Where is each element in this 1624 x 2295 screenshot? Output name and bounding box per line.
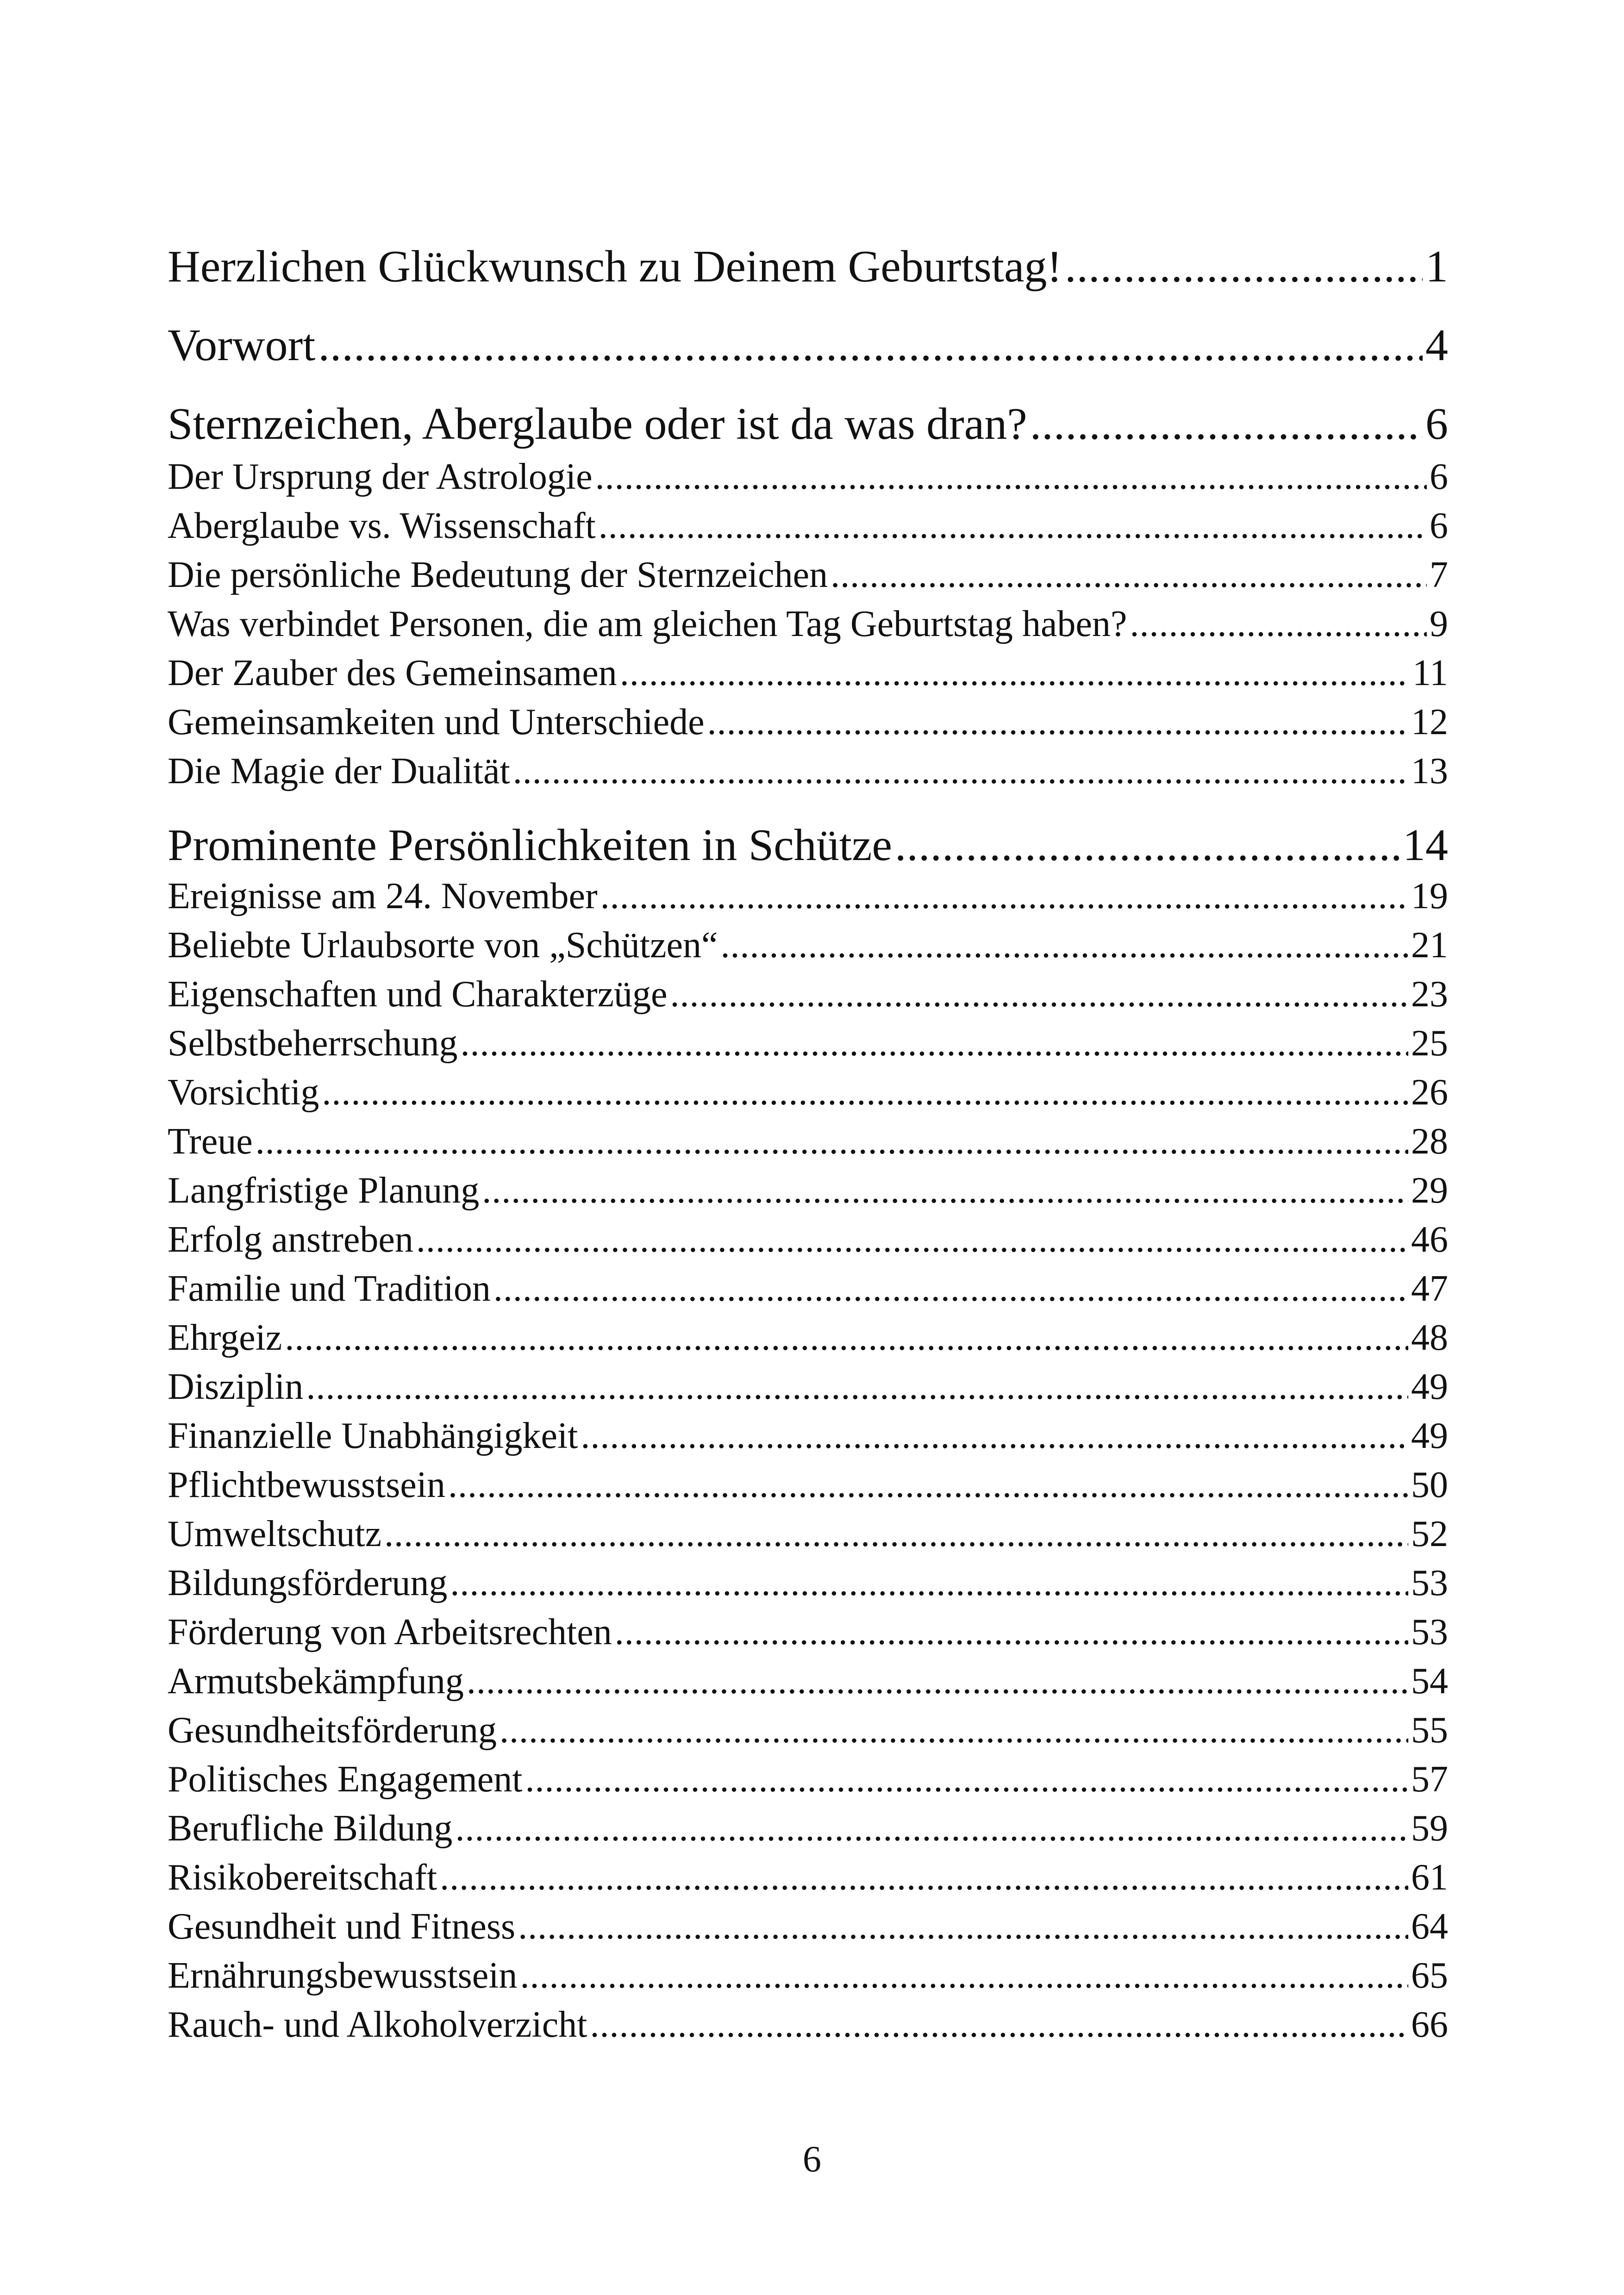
toc-entry-page: 6 <box>1425 399 1448 449</box>
toc-leader-dots <box>1065 241 1423 293</box>
toc-entry-title: Der Zauber des Gemeinsamen <box>168 653 617 693</box>
toc-entry-page: 1 <box>1425 242 1448 292</box>
toc-leader-dots <box>461 1023 1408 1065</box>
toc-entry-page: 61 <box>1411 1857 1448 1898</box>
toc-entry-page: 46 <box>1411 1219 1448 1260</box>
toc-entry[interactable] <box>168 554 1448 596</box>
toc-entry[interactable] <box>168 924 1448 967</box>
toc-entry-page: 57 <box>1411 1759 1448 1800</box>
toc-entry-page: 49 <box>1411 1366 1448 1407</box>
toc-entry[interactable] <box>168 319 1448 371</box>
toc-entry-title: Finanzielle Unabhängigkeit <box>168 1416 578 1456</box>
toc-entry-page: 6 <box>1430 456 1448 497</box>
toc-entry-title: Bildungsförderung <box>168 1563 448 1603</box>
toc-entry-page: 13 <box>1411 751 1448 792</box>
toc-entry-page: 26 <box>1411 1072 1448 1113</box>
toc-leader-dots <box>520 1955 1408 1997</box>
toc-entry-page: 23 <box>1411 974 1448 1015</box>
toc-entry-title: Armutsbekämpfung <box>168 1661 464 1702</box>
toc-entry-title: Sternzeichen, Aberglaube oder ist da was dran? <box>168 399 1027 449</box>
toc-entry-title: Eigenschaften und Charakterzüge <box>168 974 668 1015</box>
toc-entry-title: Ereignisse am 24. November <box>168 876 598 917</box>
toc-leader-dots <box>256 1121 1408 1163</box>
toc-entry-title: Disziplin <box>168 1366 304 1407</box>
page-number: 6 <box>803 2139 821 2180</box>
toc-entry-title: Vorsichtig <box>168 1072 319 1113</box>
toc-entry-title: Die Magie der Dualität <box>168 751 510 792</box>
toc-entry-title: Risikobereitschaft <box>168 1857 437 1898</box>
toc-entry-page: 52 <box>1411 1514 1448 1554</box>
toc-entry-page: 49 <box>1411 1416 1448 1456</box>
toc-leader-dots <box>1030 398 1423 450</box>
toc-entry[interactable] <box>168 652 1448 694</box>
toc-entry-title: Herzlichen Glückwunsch zu Deinem Geburtstag! <box>168 242 1062 292</box>
toc-entry-title: Erfolg anstreben <box>168 1219 413 1260</box>
toc-leader-dots <box>482 1170 1408 1212</box>
toc-entry[interactable] <box>168 1121 1448 1163</box>
toc-entry-page: 11 <box>1412 653 1448 693</box>
toc-entry-page: 53 <box>1411 1612 1448 1653</box>
toc-entry[interactable] <box>168 1562 1448 1604</box>
toc-entry[interactable] <box>168 1857 1448 1899</box>
toc-entry[interactable] <box>168 750 1448 792</box>
toc-entry[interactable] <box>168 603 1448 645</box>
toc-entry-page: 55 <box>1411 1710 1448 1751</box>
toc-entry-page: 50 <box>1411 1465 1448 1505</box>
toc-entry-page: 7 <box>1430 555 1448 595</box>
toc-leader-dots <box>467 1660 1408 1703</box>
toc-entry-page: 53 <box>1411 1563 1448 1603</box>
toc-entry[interactable] <box>168 1611 1448 1653</box>
toc-entry-title: Rauch- und Alkoholverzicht <box>168 2004 587 2045</box>
toc-entry[interactable] <box>168 1709 1448 1752</box>
toc-leader-dots <box>322 1072 1408 1114</box>
toc-leader-dots <box>285 1317 1408 1359</box>
toc-entry-page: 25 <box>1411 1023 1448 1064</box>
toc-entry-page: 54 <box>1411 1661 1448 1702</box>
toc-entry-page: 47 <box>1411 1268 1448 1309</box>
toc-entry-page: 28 <box>1411 1121 1448 1162</box>
toc-entry-page: 29 <box>1411 1170 1448 1211</box>
toc-entry-title: Was verbindet Personen, die am gleichen Tag Geburtstag haben? <box>168 604 1127 644</box>
toc-entry[interactable] <box>168 1955 1448 1997</box>
toc-leader-dots <box>895 819 1400 871</box>
toc-entry-page: 64 <box>1411 1906 1448 1947</box>
toc-entry[interactable] <box>168 1808 1448 1850</box>
toc-leader-dots <box>306 1366 1408 1408</box>
toc-entry[interactable] <box>168 1513 1448 1555</box>
toc-entry-title: Gesundheitsförderung <box>168 1710 497 1751</box>
toc-leader-dots <box>513 750 1408 792</box>
toc-entry-title: Vorwort <box>168 320 316 370</box>
toc-entry-title: Berufliche Bildung <box>168 1808 453 1849</box>
toc-entry-title: Ernährungsbewusstsein <box>168 1955 518 1996</box>
toc-entry-title: Prominente Persönlichkeiten in Schütze <box>168 820 892 870</box>
toc-entry-page: 65 <box>1411 1955 1448 1996</box>
toc-entry[interactable] <box>168 1660 1448 1703</box>
toc-leader-dots <box>1130 603 1427 645</box>
toc-entry[interactable] <box>168 1219 1448 1261</box>
toc-entry-title: Selbstbeherrschung <box>168 1023 458 1064</box>
toc-entry-title: Der Ursprung der Astrologie <box>168 456 593 497</box>
toc-entry-title: Treue <box>168 1121 253 1162</box>
toc-entry[interactable] <box>168 1268 1448 1310</box>
toc-leader-dots <box>448 1464 1408 1506</box>
toc-leader-dots <box>455 1808 1408 1850</box>
toc-entry-title: Ehrgeiz <box>168 1317 282 1358</box>
toc-leader-dots <box>500 1709 1408 1752</box>
toc-leader-dots <box>620 652 1410 694</box>
toc-entry-page: 12 <box>1411 702 1448 742</box>
toc-entry[interactable] <box>168 1170 1448 1212</box>
toc-entry-page: 9 <box>1430 604 1448 644</box>
toc-entry-title: Familie und Tradition <box>168 1268 491 1309</box>
toc-leader-dots <box>670 973 1408 1016</box>
toc-entry-page: 14 <box>1403 820 1448 870</box>
toc-leader-dots <box>525 1759 1408 1801</box>
toc-leader-dots <box>595 456 1427 498</box>
toc-entry-page: 4 <box>1425 320 1448 370</box>
toc-entry-page: 21 <box>1411 925 1448 966</box>
toc-entry[interactable] <box>168 701 1448 743</box>
toc-entry[interactable] <box>168 1366 1448 1408</box>
toc-leader-dots <box>493 1268 1408 1310</box>
toc-leader-dots <box>599 505 1427 547</box>
toc-entry-title: Die persönliche Bedeutung der Sternzeichen <box>168 555 828 595</box>
toc-leader-dots <box>318 319 1423 371</box>
toc-entry-title: Gesundheit und Fitness <box>168 1906 516 1947</box>
toc-leader-dots <box>416 1219 1408 1261</box>
toc-leader-dots <box>831 554 1427 596</box>
toc-entry[interactable] <box>168 1759 1448 1801</box>
toc-entry[interactable] <box>168 505 1448 547</box>
toc-entry[interactable] <box>168 1023 1448 1065</box>
toc-leader-dots <box>720 924 1408 967</box>
toc-entry-title: Gemeinsamkeiten und Unterschiede <box>168 702 705 742</box>
toc-entry-title: Aberglaube vs. Wissenschaft <box>168 505 596 546</box>
toc-entry-page: 66 <box>1411 2004 1448 2045</box>
toc-entry[interactable] <box>168 1317 1448 1359</box>
toc-leader-dots <box>440 1857 1408 1899</box>
toc-entry[interactable] <box>168 973 1448 1016</box>
toc-leader-dots <box>707 701 1408 743</box>
toc-leader-dots <box>384 1513 1408 1555</box>
toc-entry-title: Umweltschutz <box>168 1514 382 1554</box>
toc-leader-dots <box>581 1415 1408 1457</box>
toc-entry-title: Beliebte Urlaubsorte von „Schützen“ <box>168 925 718 966</box>
toc-entry-page: 59 <box>1411 1808 1448 1849</box>
toc-entry-title: Politisches Engagement <box>168 1759 523 1800</box>
toc-entry-page: 19 <box>1411 876 1448 917</box>
toc-leader-dots <box>590 2004 1408 2046</box>
toc-entry[interactable] <box>168 1415 1448 1457</box>
toc-leader-dots <box>600 875 1408 917</box>
toc-entry[interactable] <box>168 456 1448 498</box>
toc-entry[interactable] <box>168 819 1448 871</box>
toc-entry-title: Pflichtbewusstsein <box>168 1465 445 1505</box>
toc-entry[interactable] <box>168 398 1448 450</box>
toc-leader-dots <box>518 1906 1408 1948</box>
toc-entry-title: Langfristige Planung <box>168 1170 480 1211</box>
toc-leader-dots <box>615 1611 1408 1653</box>
toc-entry-page: 6 <box>1430 505 1448 546</box>
toc-entry-page: 48 <box>1411 1317 1448 1358</box>
toc-entry[interactable] <box>168 241 1448 293</box>
toc-entry[interactable] <box>168 1906 1448 1948</box>
toc-entry-title: Förderung von Arbeitsrechten <box>168 1612 612 1653</box>
toc-entry[interactable] <box>168 2004 1448 2046</box>
toc-entry[interactable] <box>168 1072 1448 1114</box>
toc-leader-dots <box>450 1562 1408 1604</box>
toc-entry[interactable] <box>168 875 1448 917</box>
toc-entry[interactable] <box>168 1464 1448 1506</box>
